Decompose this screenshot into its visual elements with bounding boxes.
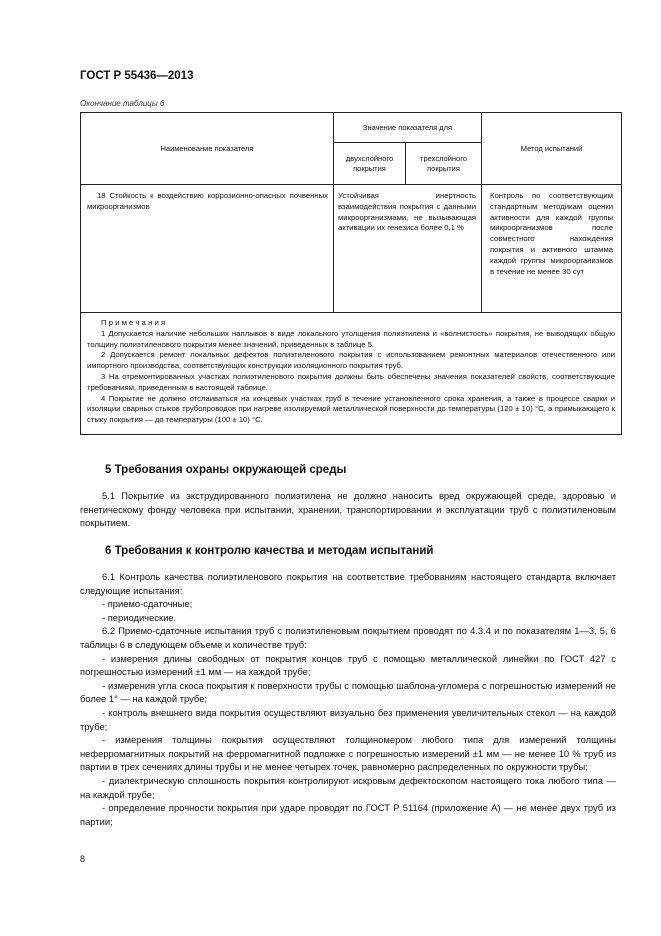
row18-value: Устойчивая инертность взаимодействия покрытия с данными микроорганизмами, не вызывающая активации их генезиса более 0,1 %	[334, 185, 482, 313]
paragraph-6-1: 6.1 Контроль качества полиэтиленового покрытия на соответствие требованиям настоящего стандарта включает следующие испытания:	[80, 571, 616, 596]
note-2: 2 Допускается ремонт локальных дефектов полиэтиленового покрытия с использованием ремонтных материалов отечественного или импортного производства, соответствующих конструкции изоляционного покрытия труб.	[87, 350, 616, 371]
list-item: - измерения толщины покрытия осуществляют толщиномером любого типа для измерений толщины неферромагнитных покрытий на ферромагнитной подложке с погрешностью измерений ±1 мм — не менее 10 % труб из партии в трех сечениях длины трубы и не менее четырех точек, равномерно распределенных по окружности трубы;	[80, 734, 616, 773]
col-header-method: Метод испытаний	[482, 113, 622, 185]
note-4: 4 Покрытие не должно отслаиваться на концевых участках труб в течение установленного срока хранения, а также в процессе сварки и изоляции сварных стыков трубопроводов при нагреве изолируемой металлической поверхности до температуры (120 ± 10) °С, а примыкающего к стыку покрытия — до температуры (100 ± 10) °С.	[87, 393, 616, 425]
list-item: - диэлектрическую сплошность покрытия контролируют искровым дефектоскопом настоящего тока любого типа — на каждой трубе;	[80, 774, 616, 800]
list-item: - приемо-сдаточные;	[102, 598, 193, 610]
list-item: - измерения угла скоса покрытия к поверхности трубы с помощью шаблона-угломера с погрешностью измерений не более 1° — на каждой трубе;	[80, 679, 616, 705]
list-item: - контроль внешнего вида покрытия осуществляют визуально без применения увеличительных стекол — на каждой трубе;	[80, 706, 616, 732]
paragraph-5-1: 5.1 Покрытие из экструдированного полиэтилена не должно наносить вред окружающей среде, здоровью и генетическому фонду человека при испытании, хранении, транспортировании и эксплуатации труб с полиэтиленовым покрытием.	[80, 490, 616, 529]
row18-name: 18 Стойкость к воздействию коррозионно-опасных почвенных микроорганизмов	[81, 185, 334, 313]
col-header-value-group: Значение показателя для	[334, 113, 482, 143]
col-header-two-layer: двухслойного покрытия	[334, 143, 406, 185]
list-item: - определение прочности покрытия при ударе проводят по ГОСТ Р 51164 (приложение А) — не менее двух труб из партии;	[80, 802, 616, 827]
col-header-name: Наименование показателя	[81, 113, 334, 185]
list-item: - периодические.	[102, 611, 177, 623]
col-header-three-layer: трехслойного покрытия	[406, 143, 482, 185]
section-5-text	[80, 489, 616, 530]
note-3: 3 На отремонтированных участках полиэтиленового покрытия должны быть обеспечены значения показателей свойств, соответствующие требованиям, приведенным в настоящей таблице.	[87, 371, 616, 392]
table-notes	[81, 313, 622, 435]
table-6	[80, 112, 621, 435]
table-caption: Окончание таблицы 6	[80, 99, 165, 108]
section-6-heading: 6 Требования к контролю качества и методам испытаний	[105, 545, 434, 557]
row18-method: Контроль по соответствующим стандартным методикам оценки активности для каждой группы микроорганизмов после совместного нахождения покрытия и активного штамма каждой группы микроорганизмов в течение не менее 30 сут	[482, 185, 622, 313]
document-code: ГОСТ Р 55436—2013	[80, 70, 194, 82]
section-6-text	[80, 570, 616, 828]
note-1: 1 Допускается наличие небольших наплывов в виде локального утолщения полиэтилена и «волнистость» покрытия, не выводящих общую толщину полиэтиленового покрытия менее значений, приведенных в таблице 5.	[87, 328, 616, 349]
paragraph-6-2: 6.2 Приемо-сдаточные испытания труб с полиэтиленовым покрытием проводят по 4.3.4 и по показателям 1—3, 5, 6 таблицы 6 в следующем объеме и количестве труб:	[80, 625, 616, 650]
page-number: 8	[80, 854, 86, 864]
list-item: - измерения длины свободных от покрытия концов труб с помощью металлической линейки по ГОСТ 427 с погрешностью измерений ±1 мм — на каждой трубе;	[80, 652, 616, 678]
section-5-heading: 5 Требования охраны окружающей среды	[105, 464, 347, 476]
notes-title: Примечания	[101, 318, 168, 327]
